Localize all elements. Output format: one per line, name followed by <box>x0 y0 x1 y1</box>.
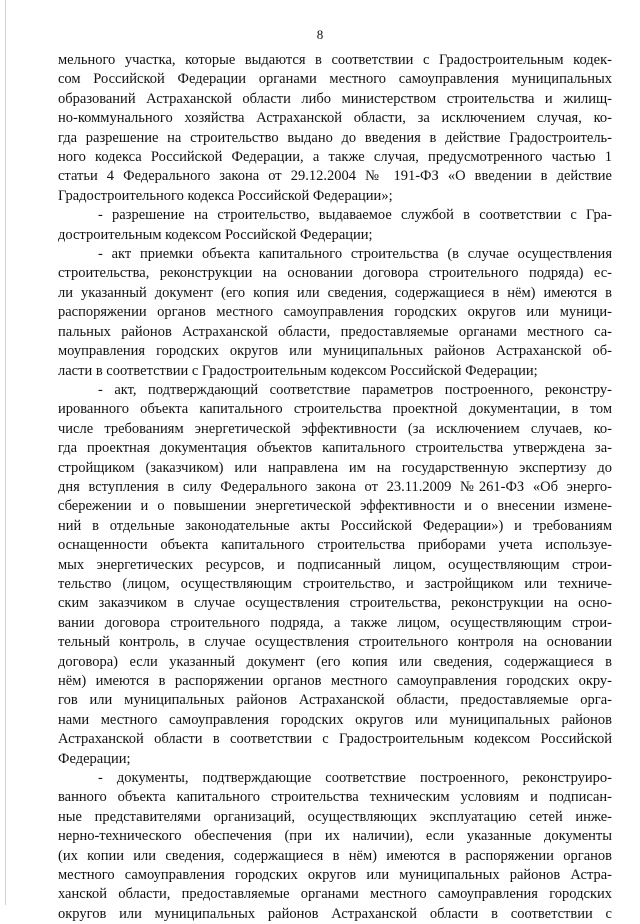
text-line: ским заказчиком в случае осуществления строительства, реконструкции на осно- <box>58 595 612 612</box>
text-line: гов или муниципальных районов Астраханской области, предоставляемые орга- <box>58 692 612 709</box>
text-line: тельный контроль, в случае осуществления строительного контроля на основании <box>58 634 612 651</box>
text-line: сом Российской Федерации органами местного самоуправления муниципальных <box>58 71 612 88</box>
text-line: ний в отдельные законодательные акты Российской Федерации») и требованиям <box>58 517 612 534</box>
text-line: мельного участка, которые выдаются в соответствии с Градостроительным кодек- <box>58 52 612 68</box>
text-line: образований Астраханской области либо министерством строительства и жилищ- <box>58 90 612 107</box>
text-line: - акт, подтверждающий соответствие параметров построенного, реконстру- <box>98 381 612 398</box>
text-line: ного кодекса Российской Федерации, а также случая, предусмотренного частью 1 <box>58 149 612 166</box>
text-line: Астраханской области в соответствии с Градостроительным кодексом Российской <box>58 731 612 748</box>
text-line: нами местного самоуправления городских округов или муниципальных районов <box>58 711 612 728</box>
text-line: нём) имеются в распоряжении органов местного самоуправления городских окру- <box>58 673 612 689</box>
page-left-edge <box>5 0 6 905</box>
text-line: местного самоуправления городских округов или муниципальных районов Астра- <box>58 867 612 884</box>
text-line: ханской области, предоставляемые органами местного самоуправления городских <box>58 886 612 903</box>
text-line: - разрешение на строительство, выдаваемое службой в соответствии с Гра- <box>98 207 612 224</box>
page-number: 8 <box>316 27 324 42</box>
text-line: договора) если указанный документ (его копия или сведения, содержащиеся в <box>58 653 612 670</box>
text-line: достроительным кодексом Российской Федерации; <box>58 226 373 243</box>
text-line: ванного объекта капитального строительства техническим условиям и подписан- <box>58 789 612 806</box>
text-line: гда разрешение на строительство выдано до введения в действие Градостроитель- <box>58 129 612 146</box>
text-line: гда проектная документация объектов капитального строительства утверждена за- <box>58 440 612 457</box>
text-line: мых энергетических ресурсов, и подписанный лицом, осуществляющим строи- <box>58 556 612 573</box>
text-line: (их копии или сведения, содержащиеся в нём) имеются в распоряжении органов <box>58 847 612 864</box>
text-line: ласти в соответствии с Градостроительным кодексом Российской Федерации; <box>58 362 538 379</box>
text-line: нерно-технического обеспечения (при их наличии), если указанные документы <box>58 828 612 845</box>
document-body <box>58 51 612 924</box>
text-line: вании договора строительного подряда, а также лицом, осуществляющим строи- <box>58 614 612 631</box>
text-line: но-коммунального хозяйства Астраханской области, за исключением случая, ко- <box>58 110 612 127</box>
text-line: ли указанный документ (его копия или сведения, содержащиеся в нём) имеются в <box>58 284 612 301</box>
text-line: ные представителями организаций, осуществляющих эксплуатацию сетей инже- <box>58 808 612 825</box>
text-line: моуправления городских округов или муниципальных районов Астраханской об- <box>58 343 612 360</box>
text-line: дня вступления в силу Федерального закона от 23.11.2009 №261-ФЗ «Об энерго- <box>58 478 612 495</box>
text-line: Федерации; <box>58 750 131 767</box>
text-line: округов или муниципальных районов Астраханской области в соответствии с <box>58 905 612 922</box>
text-line: распоряжении органов местного самоуправления городских округов или муници- <box>58 304 612 321</box>
text-line: Градостроительного кодекса Российской Федерации»; <box>58 187 393 204</box>
text-line: сбережении и о повышении энергетической эффективности и о внесении измене- <box>58 498 612 515</box>
text-line: строительства, реконструкции на основании договора строительного подряда) ес- <box>58 265 612 282</box>
text-line: пальных районов Астраханской области, предоставляемые органами местного са- <box>58 323 612 340</box>
text-line: - акт приемки объекта капитального строительства (в случае осуществления <box>98 246 612 263</box>
text-line: оснащенности объекта капитального строительства приборами учета используе- <box>58 537 612 554</box>
text-line: тельство (лицом, осуществляющим строительство, и застройщиком или техниче- <box>58 575 612 592</box>
text-line: - документы, подтверждающие соответствие построенного, реконструиро- <box>98 770 612 787</box>
text-line: стройщиком (заказчиком) или направлена им на государственную экспертизу до <box>58 459 612 476</box>
text-line: статьи 4 Федерального закона от 29.12.2004 № 191-ФЗ «О введении в действие <box>58 168 612 185</box>
text-line: ированного объекта капитального строительства проектной документации, в том <box>58 401 612 418</box>
text-line: числе требованиям энергетической эффективности (за исключением случаев, ко- <box>58 420 612 437</box>
